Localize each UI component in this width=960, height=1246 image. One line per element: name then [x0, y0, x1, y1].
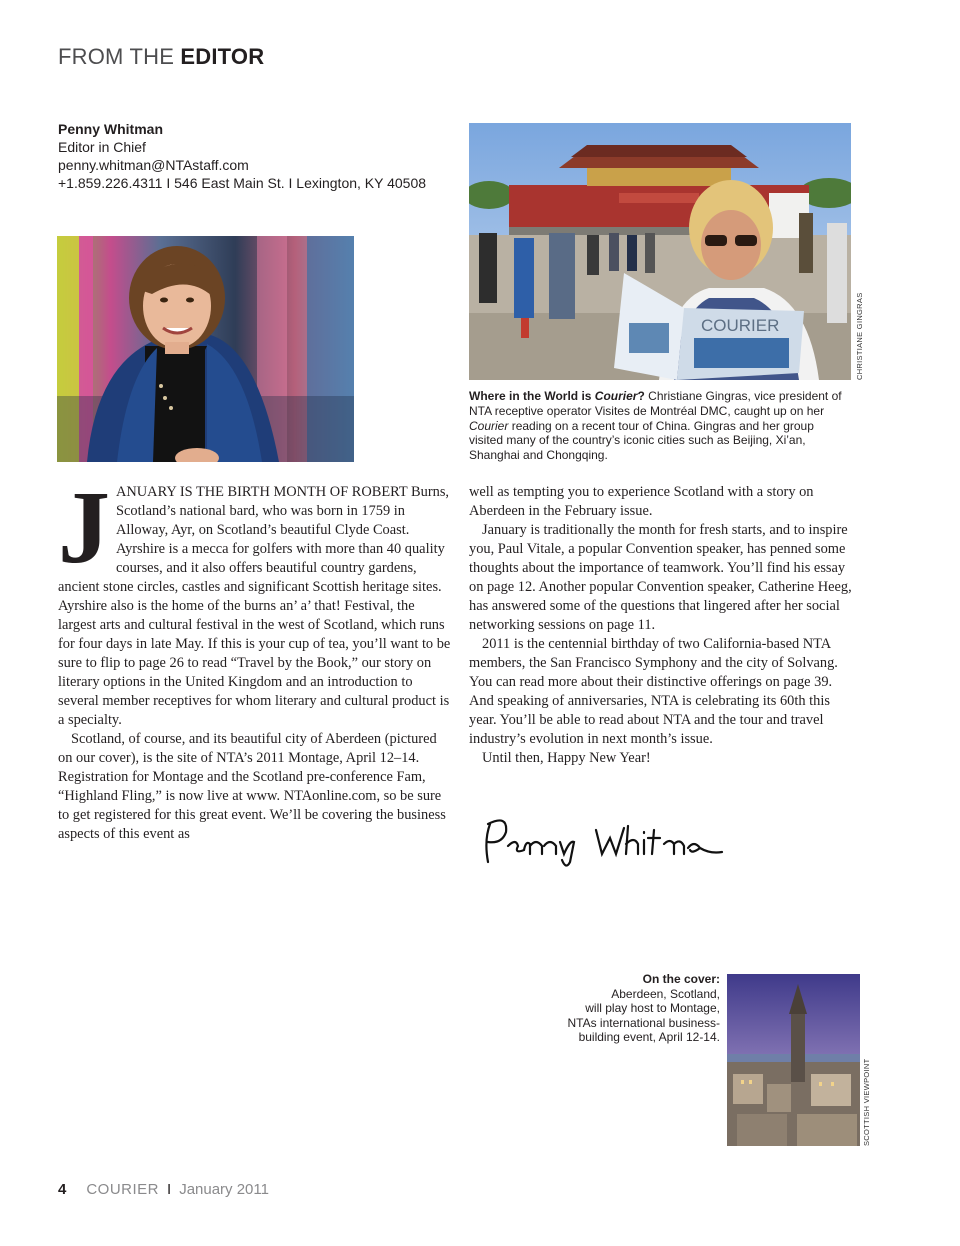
article-paragraph-2: Scotland, of course, and its beautiful city of Aberdeen (pictured on our cover), is the site of NTA’s 2011 Montage, April 12–14. Registration for Montage and the Scotland pre-conference Fam, “Highland Fling,” is now live at www. NTAonline.com, so be sure to get registered for this great event. We’ll be covering the business aspects of this event as: [58, 731, 446, 842]
footer-magazine-name: COURIER: [86, 1181, 160, 1198]
article-paragraph-3: January is traditionally the month for fresh starts, and to inspire you, Paul Vitale, a popular Convention speaker, has penned some thoughts about the importance of teamwork. You’ll find his essay on page 12. Another popular Convention speaker, Catherine Heeg, has answered some of the questions that lingered after her social networking sessions on page 11.: [469, 522, 852, 633]
editor-email: penny.whitman@NTAstaff.com: [58, 157, 249, 173]
photo-caption: [469, 389, 849, 463]
aberdeen-cover-photo: [727, 974, 860, 1146]
aberdeen-illustration: [727, 974, 860, 1146]
china-tour-photo: [469, 123, 851, 380]
editor-name: Penny Whitman: [58, 121, 164, 137]
caption-italic: Courier: [469, 418, 509, 433]
editor-signature: [478, 810, 728, 872]
cover-caption-line: building event, April 12‑14.: [578, 1030, 720, 1045]
article-paragraph-2-continued: well as tempting you to experience Scotland with a story on Aberdeen in the February issue.: [469, 484, 814, 519]
article-paragraph-5: Until then, Happy New Year!: [482, 750, 651, 766]
china-photo-credit: CHRISTIANE GINGRAS: [855, 292, 864, 380]
editor-contact: [58, 120, 426, 192]
tiananmen-illustration: [469, 123, 851, 380]
caption-text-2: reading on a recent tour of China. Gingras and her group visited many of the country’s iconic cities such as Beijing, Xi’an, Shanghai and Chongqing.: [469, 418, 814, 463]
editor-portrait-photo: [57, 236, 354, 462]
signature-drawing: [478, 810, 728, 872]
article-paragraph-4: 2011 is the centennial birthday of two California-based NTA members, the San Francisco Symphony and the city of Solvang. You can read more about their distinctive offerings on page 39. And speaking of anniversaries, NTA is celebrating its 60th this year. You’ll be able to read about NTA and the tour and travel industry’s evolution in next month’s issue.: [469, 636, 838, 747]
page-title-bold: EDITOR: [180, 44, 265, 69]
article-column-2: [469, 483, 859, 768]
drop-cap: J: [58, 470, 110, 585]
page-title: [58, 44, 264, 70]
cover-caption: [500, 972, 720, 1045]
article-paragraph-1: JANUARY IS THE BIRTH MONTH OF ROBERT Burns, Scotland’s national bard, who was born in 1759 in Alloway, Ayr, on Scotland’s beautiful Clyde Coast. Ayrshire is a mecca for golfers with more than 40 quality courses, and it also offers beautiful country gardens, ancient stone circles, castles and significant Scottish heritage sites. Ayrshire also is the home of the burns an’ a’ that! Festival, the largest arts and cultural festival in the west of Scotland, which runs for four days in late May. If this is your cup of tea, you’ll want to be sure to flip to page 26 to read “Travel by the Book,” our story on literary options in the United Kingdom and an introduction to several member receptives for whom literary and cultural product is a specialty.: [58, 470, 451, 728]
footer-issue-date: January 2011: [179, 1181, 269, 1198]
cover-caption-line: NTAs international business-: [567, 1015, 720, 1030]
cover-photo-credit: SCOTTISH VIEWPOINT: [862, 1058, 871, 1146]
article-column-1: [58, 470, 454, 844]
page-number: 4: [58, 1181, 67, 1198]
editor-address: +1.859.226.4311 I 546 East Main St. I Lexington, KY 40508: [58, 175, 427, 191]
caption-lead: Where in the World is Courier?: [469, 389, 645, 403]
page-footer: [58, 1181, 269, 1198]
cover-caption-line: Aberdeen, Scotland,: [611, 986, 720, 1001]
caption-text-1: Christiane Gingras, vice president of NTA receptive operator Visites de Montréal DMC, caught up on her: [469, 389, 842, 418]
page-title-light: FROM THE: [58, 44, 181, 69]
cover-caption-title: On the cover:: [642, 972, 720, 986]
editor-role: Editor in Chief: [58, 139, 146, 155]
courier-magazine-title: COURIER: [701, 316, 780, 335]
footer-separator: I: [167, 1181, 172, 1198]
cover-caption-line: will play host to Montage,: [585, 1001, 720, 1016]
editor-portrait-illustration: [57, 236, 354, 462]
